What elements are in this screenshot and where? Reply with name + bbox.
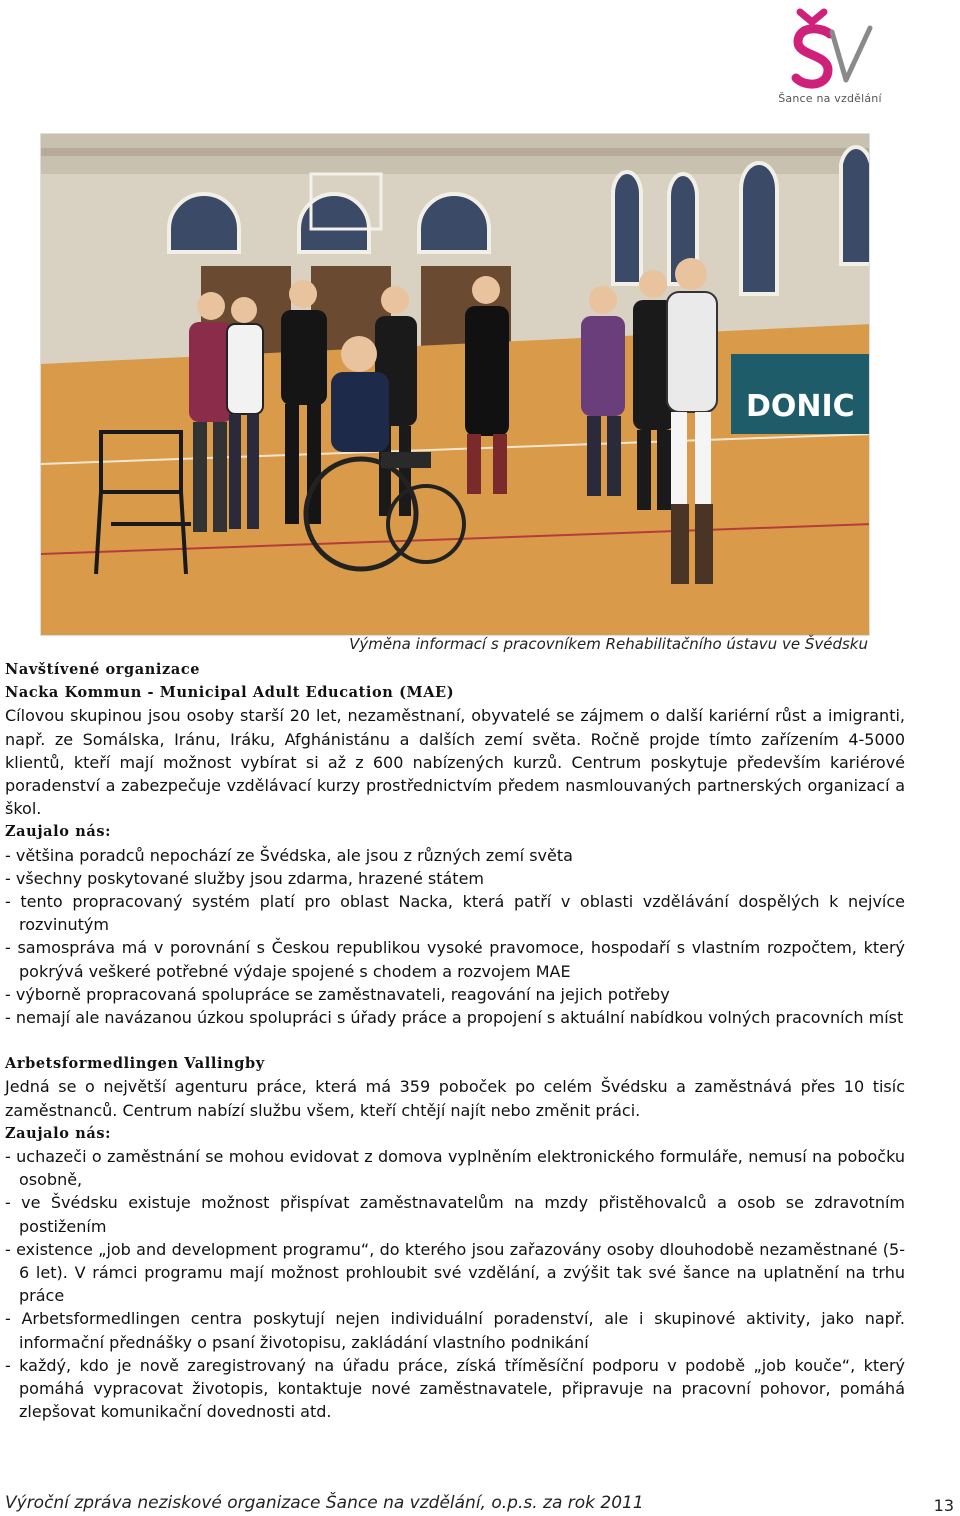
org2-point: - uchazeči o zaměstnání se mohou evidovat z domova vyplněním elektronického formuláře, nemusí na pobočku osobně, <box>5 1147 905 1190</box>
section-gap <box>5 1029 905 1052</box>
org1-interest-label: Zaujalo nás: <box>5 823 112 841</box>
org2-interest-label: Zaujalo nás: <box>5 1124 112 1142</box>
logo-sv-mark <box>770 6 890 96</box>
org2-intro: Jedná se o největší agenturu práce, která má 359 poboček po celém Švédsku a zaměstnává přes 10 tisíc zaměstnanců. Centrum nabízí službu všem, kteří chtějí najít nebo změnit práci. <box>5 1077 905 1120</box>
org2-point: - existence „job and development programu“, do kterého jsou zařazovány osoby dlouhodobě nezaměstnané (5-6 let). V rámci programu mají možnost prohloubit své vzdělání, a zvýšit tak své šance na uplatnění na trhu práce <box>5 1239 905 1306</box>
org1-intro: Cílovou skupinou jsou osoby starší 20 let, nezaměstnaní, obyvatelé se zájmem o další kariérní růst a imigranti, např. ze Somálska, Iránu, Iráku, Afghánistánu a dalších zemí světa. Ročně projde tímto zařízením 4-5000 klientů, kteří mají možnost vybírat si až z 600 nabízených kurzů. Centrum poskytuje především kariérové poradenství a zabezpečuje vzdělávací kurzy prostřednictvím předem nasmlouvaných partnerských organizací a škol. <box>5 706 905 819</box>
report-content <box>5 658 905 1424</box>
page-number: 13 <box>933 1496 954 1515</box>
page-footer: Výroční zpráva neziskové organizace Šance na vzdělání, o.p.s. za rok 2011 <box>5 1493 644 1513</box>
org1-point: - výborně propracovaná spolupráce se zaměstnavateli, reagování na jejich potřeby <box>5 984 670 1004</box>
org1-point: - tento propracovaný systém platí pro oblast Nacka, která patří v oblasti vzdělávání dospělých k nejvíce rozvinutým <box>5 892 905 935</box>
org1-point: - samospráva má v porovnání s Českou republikou vysoké pravomoce, hospodaří s vlastním rozpočtem, který pokrývá veškeré potřebné výdaje spojené s chodem a rozvojem MAE <box>5 938 905 981</box>
photo-caption: Výměna informací s pracovníkem Rehabilitačního ústavu ve Švédsku <box>349 635 868 653</box>
org2-point: - každý, kdo je nově zaregistrovaný na úřadu práce, získá tříměsíční podporu v podobě „job kouče“, který pomáhá vypracovat životopis, kontaktuje nové zaměstnavatele, připravuje na pracovní pohovor, pomáhá zlepšovat komunikační dovednosti atd. <box>5 1355 905 1422</box>
logo-caption: Šance na vzdělání <box>778 92 882 105</box>
section-heading: Navštívené organizace <box>5 661 201 678</box>
org2-point: - ve Švédsku existuje možnost přispívat zaměstnavatelům na mzdy přistěhovalců a osob se zdravotním postižením <box>5 1193 905 1236</box>
org1-point: - většina poradců nepochází ze Švédska, ale jsou z různých zemí světa <box>5 845 573 865</box>
org1-name: Nacka Kommun - Municipal Adult Education (MAE) <box>5 684 455 702</box>
photo-banner-text: DONIC <box>746 389 855 424</box>
org2-name: Arbetsformedlingen Vallingby <box>5 1055 265 1073</box>
event-photo <box>40 133 870 636</box>
org1-point: - nemají ale navázanou úzkou spolupráci s úřady práce a propojení s aktuální nabídkou volných pracovních míst <box>5 1008 904 1028</box>
org2-point: - Arbetsformedlingen centra poskytují nejen individuální poradenství, ale i skupinové aktivity, jako např. informační přednášky o psaní životopisu, zakládání vlastního podnikání <box>5 1309 905 1352</box>
org1-point: - všechny poskytované služby jsou zdarma, hrazené státem <box>5 868 484 888</box>
